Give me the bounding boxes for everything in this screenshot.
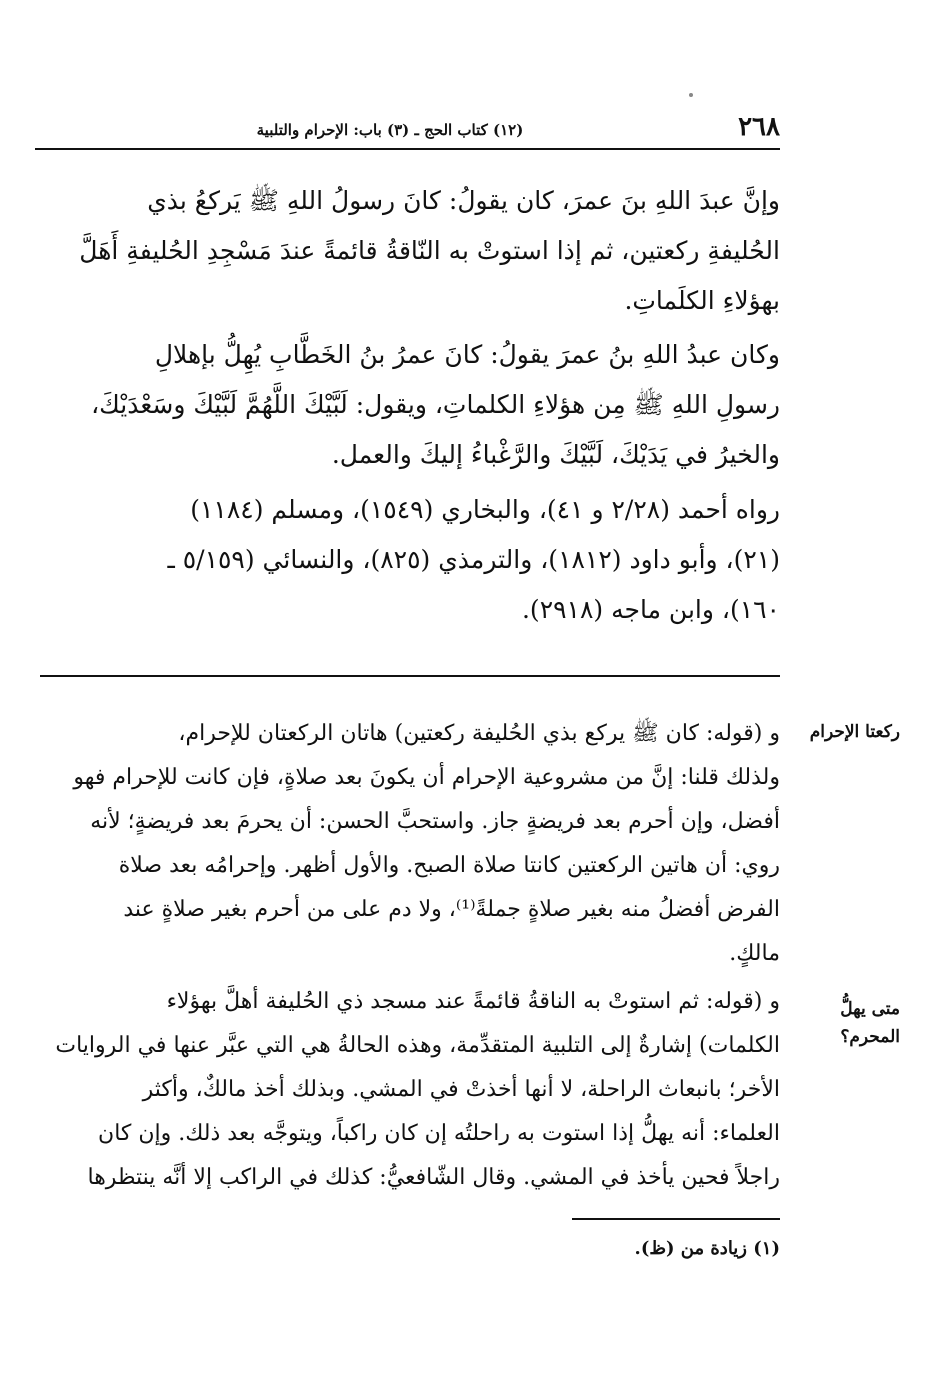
commentary-line: أفضل، وإن أحرم بعد فريضةٍ جاز. واستحبَّ الحسن: أن يحرمَ بعد فريضةٍ؛ لأنه [90, 809, 780, 834]
commentary-paragraph-2 [35, 980, 780, 1200]
footnote-divider [572, 1218, 780, 1220]
commentary-line: الفرض أفضلُ منه بغير صلاةٍ جملةً⁽¹⁾، ولا دم على من أحرم بغير صلاةٍ عند [123, 897, 780, 922]
takhrij-line: ١٦٠)، وابن ماجه (٢٩١٨). [521, 595, 780, 624]
margin-note-line: المحرم؟ [840, 1027, 900, 1047]
commentary-line: و (قوله: كان ﷺ يركع بذي الحُليفة ركعتين) هاتان الركعتان للإحرام، [178, 721, 780, 746]
hadith-line: رسولِ اللهِ ﷺ مِن هؤلاءِ الكلماتِ، ويقول: لَبَّيْكَ اللَّهُمَّ لَبَّيْكَ وسَعْدَيْكَ، [91, 390, 780, 419]
footnote: (١) زيادة من (ظ). [634, 1238, 780, 1259]
takhrij-line: (٢١)، وأبو داود (١٨١٢)، والترمذي (٨٢٥)، والنسائي (٥/١٥٩ ـ [167, 545, 780, 574]
hadith-line: وإنَّ عبدَ اللهِ بنَ عمرَ، كان يقولُ: كانَ رسولُ اللهِ ﷺ يَركعُ بذي [147, 186, 780, 215]
page-number: ٢٦٨ [738, 112, 780, 142]
commentary-paragraph-1 [35, 712, 780, 976]
hadith-line: الحُليفةِ ركعتين، ثم إذا استوتْ به النّاقةُ قائمةً عندَ مَسْجِدِ الحُليفةِ أَهَلَّ [79, 236, 780, 265]
commentary-line: الكلمات) إشارةٌ إلى التلبية المتقدِّمة، وهذه الحالةُ هي التي عبَّر عنها في الروايات [55, 1033, 780, 1058]
takhrij-paragraph [35, 485, 780, 635]
header-divider [35, 148, 780, 150]
hadith-paragraph-1 [35, 176, 780, 326]
margin-note-mata-yuhill [795, 995, 900, 1051]
commentary-line: راجلاً فحين يأخذ في المشي. وقال الشّافعيُّ: كذلك في الراكب إلا أنَّه ينتظرها [87, 1165, 780, 1190]
hadith-line: والخيرُ في يَدَيْكَ، لَبَّيْكَ والرَّغْباءُ إليكَ والعمل. [331, 440, 780, 469]
commentary-line: العلماء: أنه يهلُّ إذا استوت به راحلتُه إن كان راكباً، ويتوجَّه بعد ذلك. وإن كان [98, 1121, 780, 1146]
scan-speck [689, 93, 693, 97]
margin-note-line: متى يهلُّ [840, 999, 900, 1019]
commentary-line: الأخر؛ بانبعاث الراحلة، لا أنها أخذتْ في المشي. وبذلك أخذ مالكٌ، وأكثر [142, 1077, 780, 1102]
commentary-line: ولذلك قلنا: إنَّ من مشروعية الإحرام أن يكونَ بعد صلاةٍ، فإن كانت للإحرام فهو [73, 765, 780, 790]
commentary-line: روي: أن هاتين الركعتين كانتا صلاة الصبح. والأول أظهر. وإحرامُه بعد صلاة [118, 853, 780, 878]
commentary-line: و (قوله: ثم استوتْ به الناقةُ قائمةً عند مسجد ذي الحُليفة أهلَّ بهؤلاء [166, 989, 780, 1014]
margin-note-rakatain: ركعتا الإحرام [809, 722, 900, 742]
hadith-line: وكان عبدُ اللهِ بنُ عمرَ يقولُ: كانَ عمرُ بنُ الخَطَّابِ يُهِلُّ بإهلالِ [154, 340, 780, 369]
commentary-line: مالكٍ. [729, 941, 780, 966]
running-header-title: (١٢) كتاب الحج ـ (٣) باب: الإحرام والتلبية [256, 121, 524, 139]
takhrij-line: رواه أحمد (٢/٢٨ و ٤١)، والبخاري (١٥٤٩)، ومسلم (١١٨٤) [190, 495, 780, 524]
section-divider [40, 675, 780, 677]
hadith-paragraph-2 [35, 330, 780, 480]
hadith-line: بهؤلاءِ الكلَماتِ. [624, 286, 780, 315]
